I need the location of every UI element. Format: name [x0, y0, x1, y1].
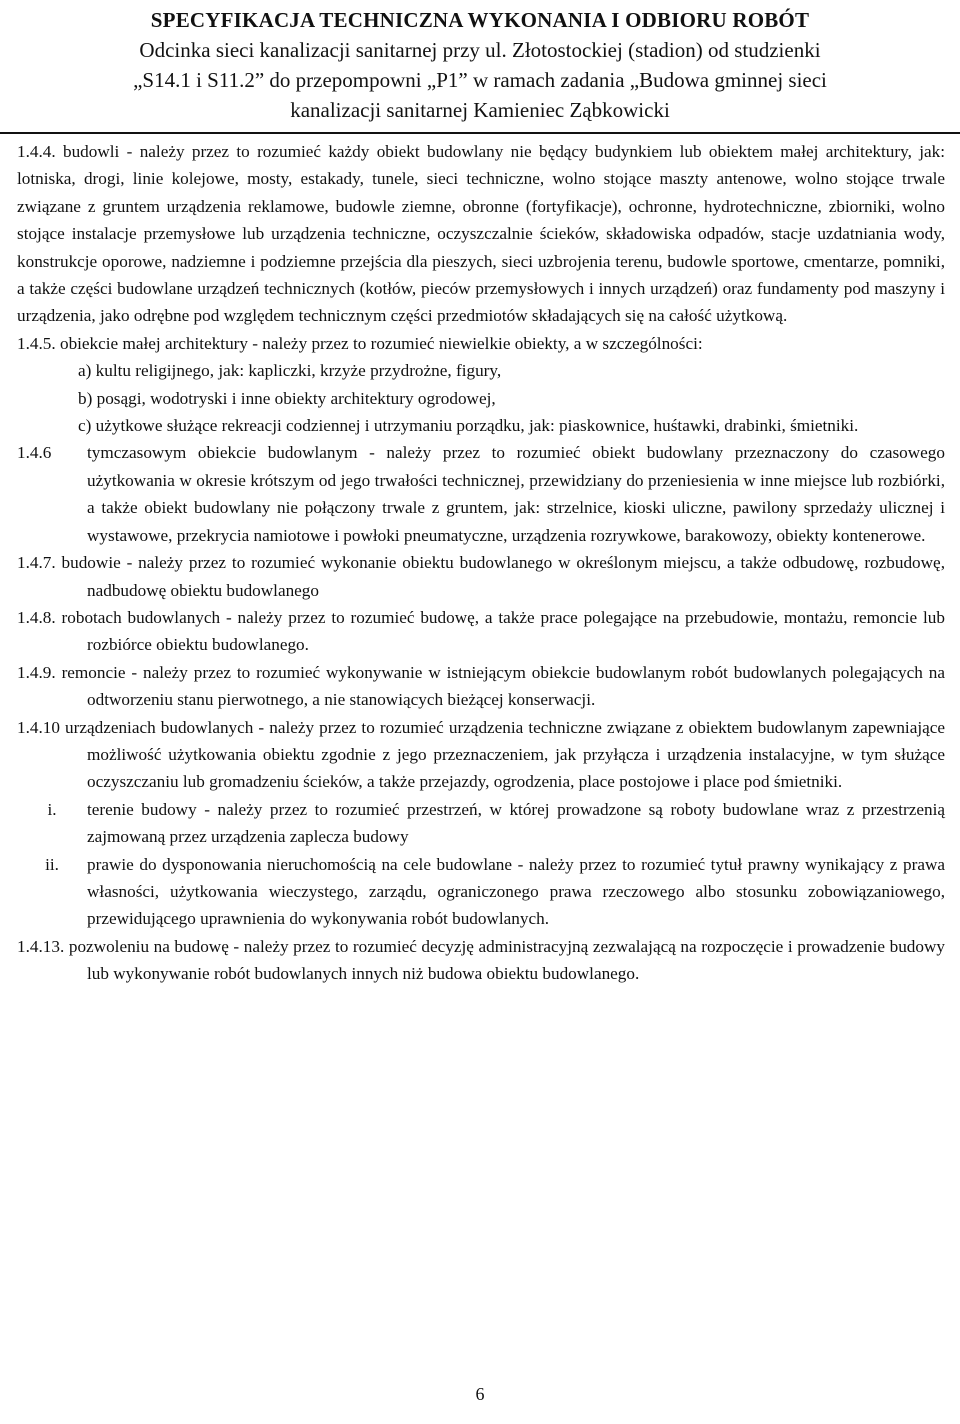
roman-numeral: ii. — [45, 854, 59, 874]
definition-1-4-13: 1.4.13. pozwoleniu na budowę - należy przez to rozumieć decyzję administracyjną zezwalającą na rozpoczęcie i prowadzenie budowy lub wykonywanie robót budowlanych innych niż budowa obiektu budowlanego. — [17, 936, 945, 984]
definition-text: tymczasowym obiekcie budowlanym - należy przez to rozumieć obiekt budowlany przeznaczony do czasowego użytkowania w okresie krótszym od jego trwałości technicznej, przewidziany do przeniesienia w inne miejsce lub rozbiórki, a także obiekt budowlany nie połączony trwale z gruntem, jak: strzelnice, kioski uliczne, pawilony sprzedaży ulicznej i wystawowe, przekrycia namiotowe i powłoki pneumatyczne, urządzenia rozrywkowe, barakowozy, obiekty kontenerowe. — [87, 443, 945, 545]
header-subtitle-line-2: „S14.1 i S11.2” do przepompowni „P1” w ramach zadania „Budowa gminnej sieci — [133, 68, 827, 92]
definition-1-4-9: 1.4.9. remoncie - należy przez to rozumieć wykonywanie w istniejącym obiekcie budowlanym robót budowlanych polegających na odtworzeniu stanu pierwotnego, a nie stanowiących bieżącej konserwacji. — [17, 662, 945, 710]
definition-number: 1.4.6 — [17, 443, 52, 463]
definition-1-4-10: 1.4.10 urządzeniach budowlanych - należy przez to rozumieć urządzenia techniczne związane z obiektem budowlanym zapewniające możliwość użytkowania obiektu zgodnie z jego przeznaczeniem, jak przyłącza i urządzenia instalacyjne, w tym służące oczyszczaniu lub gromadzeniu ścieków, a także przejazdy, ogrodzenia, place postojowe i place pod śmietniki. — [17, 717, 945, 792]
definition-i — [17, 796, 945, 851]
definition-1-4-8: 1.4.8. robotach budowlanych - należy przez to rozumieć budowę, a także prace polegające na przebudowie, montażu, remoncie lub rozbiórce obiektu budowlanego. — [17, 607, 945, 655]
list-item-a: a) kultu religijnego, jak: kapliczki, krzyże przydrożne, figury, — [78, 361, 502, 381]
header-subtitle-line-1: Odcinka sieci kanalizacji sanitarnej przy ul. Złotostockiej (stadion) od studzienki — [139, 38, 821, 62]
document-header — [0, 0, 960, 125]
roman-numeral: i. — [47, 799, 57, 819]
definition-1-4-6 — [17, 439, 945, 549]
definition-text: terenie budowy - należy przez to rozumieć przestrzeń, w której prowadzone są roboty budowlane wraz z przestrzenią zajmowaną przez urządzenia zaplecza budowy — [87, 799, 945, 847]
definition-1-4-7: 1.4.7. budowie - należy przez to rozumieć wykonanie obiektu budowlanego w określonym miejscu, a także odbudowę, rozbudowę, nadbudowę obiektu budowlanego — [17, 553, 945, 600]
definition-text: prawie do dysponowania nieruchomością na cele budowlane - należy przez to rozumieć tytuł prawny wynikający z prawa własności, użytkowania wieczystego, zarządu, ograniczonego prawa rzeczowego albo stosunku zobowiązaniowego, przewidującego uprawnienia do wykonywania robót budowlanych. — [87, 854, 945, 929]
list-item-c: c) użytkowe służące rekreacji codziennej i utrzymaniu porządku, jak: piaskownice, huśtawki, drabinki, śmietniki. — [78, 416, 859, 436]
definition-ii — [17, 851, 945, 933]
header-subtitle-line-3: kanalizacji sanitarnej Kamieniec Ząbkowicki — [290, 98, 670, 122]
definition-1-4-4: 1.4.4. budowli - należy przez to rozumieć każdy obiekt budowlany nie będący budynkiem lub obiektem małej architektury, jak: lotniska, drogi, linie kolejowe, mosty, estakady, tunele, sieci techniczne, wolno stojące maszty antenowe, wolno stojące trwale związane z gruntem urządzenia reklamowe, budowle ziemne, obronne (fortyfikacje), ochronne, hydrotechniczne, zbiorniki, wolno stojące instalacje przemysłowe lub urządzenia techniczne, oczyszczalnie ścieków, składowiska odpadów, stacje uzdatniania wody, konstrukcje oporowe, nadziemne i podziemne przejścia dla pieszych, sieci uzbrojenia terenu, budowle sportowe, cmentarze, pomniki, a także części budowlane urządzeń technicznych (kotłów, pieców przemysłowych i innych urządzeń) oraz fundamenty pod maszyny i urządzenia, jako odrębne pod względem technicznym części przedmiotów składających się na całość użytkową. — [17, 142, 945, 326]
document-title: SPECYFIKACJA TECHNICZNA WYKONANIA I ODBIORU ROBÓT — [150, 8, 810, 32]
header-divider — [0, 132, 960, 134]
definition-1-4-5: 1.4.5. obiekcie małej architektury - należy przez to rozumieć niewielkie obiekty, a w szczególności: — [17, 333, 703, 353]
page-number: 6 — [475, 1384, 485, 1404]
list-item-b: b) posągi, wodotryski i inne obiekty architektury ogrodowej, — [78, 388, 496, 408]
document-body — [17, 138, 945, 988]
